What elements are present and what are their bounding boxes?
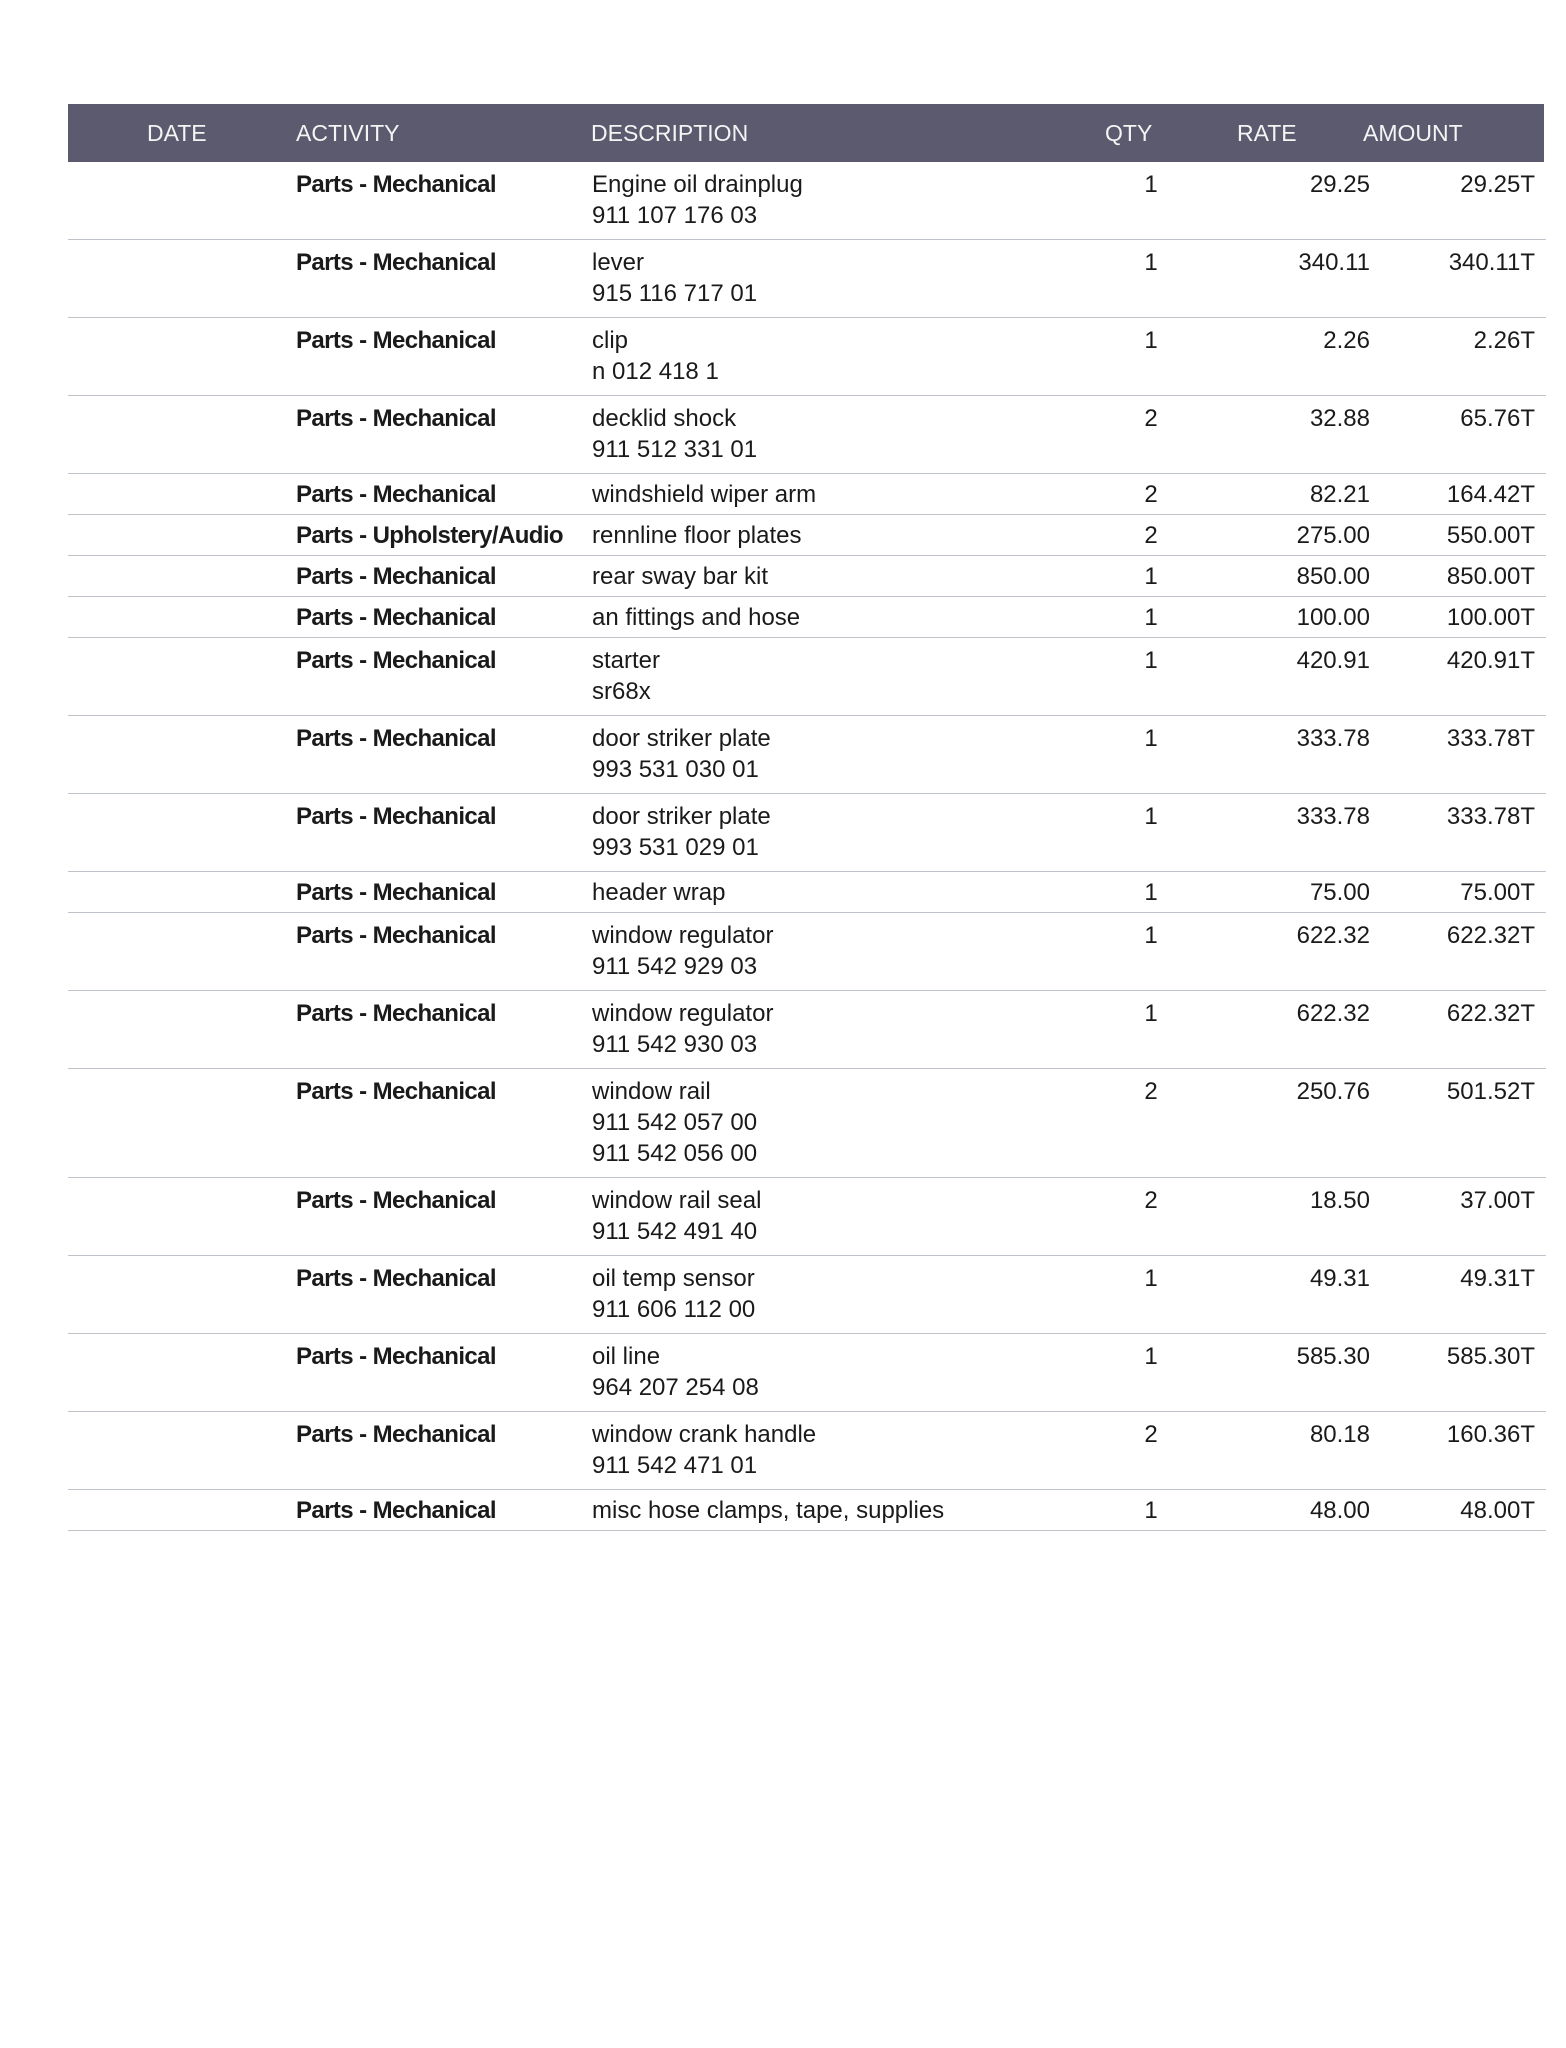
activity-cell: Parts - Mechanical	[296, 481, 496, 508]
qty-cell: 2	[1144, 522, 1158, 549]
amount-cell: 585.30T	[1446, 1343, 1535, 1370]
activity-cell: Parts - Mechanical	[296, 1497, 496, 1524]
activity-cell: Parts - Mechanical	[296, 1078, 496, 1105]
activity-cell: Parts - Mechanical	[296, 647, 496, 674]
table-row	[68, 162, 1546, 240]
qty-cell: 2	[1144, 481, 1158, 508]
item-name: Engine oil drainplug	[592, 171, 803, 198]
table-row	[68, 556, 1546, 597]
qty-cell: 1	[1144, 249, 1158, 276]
part-number: 911 606 112 00	[592, 1296, 756, 1323]
qty-cell: 1	[1144, 1265, 1158, 1292]
rate-cell: 420.91	[1296, 647, 1370, 674]
item-name: starter	[592, 647, 661, 674]
rate-cell: 48.00	[1309, 1497, 1370, 1524]
part-number: 964 207 254 08	[592, 1374, 759, 1401]
activity-cell: Parts - Mechanical	[296, 405, 496, 432]
item-name: rear sway bar kit	[592, 563, 769, 590]
part-number: 911 542 930 03	[592, 1031, 758, 1058]
qty-cell: 1	[1144, 1000, 1158, 1027]
table-row	[68, 1334, 1546, 1412]
qty-cell: 1	[1144, 327, 1158, 354]
amount-cell: 37.00T	[1460, 1187, 1535, 1214]
item-name: door striker plate	[592, 725, 771, 752]
rate-cell: 18.50	[1309, 1187, 1370, 1214]
rate-cell: 29.25	[1309, 171, 1370, 198]
activity-cell: Parts - Mechanical	[296, 1265, 496, 1292]
amount-cell: 333.78T	[1446, 725, 1535, 752]
amount-cell: 2.26T	[1473, 327, 1535, 354]
activity-cell: Parts - Mechanical	[296, 563, 496, 590]
amount-cell: 48.00T	[1460, 1497, 1535, 1524]
table-row	[68, 240, 1546, 318]
qty-cell: 1	[1144, 922, 1158, 949]
qty-cell: 2	[1144, 1078, 1158, 1105]
rate-cell: 340.11	[1298, 249, 1370, 276]
amount-cell: 850.00T	[1446, 563, 1535, 590]
rate-cell: 622.32	[1296, 922, 1370, 949]
item-name: window rail	[592, 1078, 711, 1105]
item-name: oil line	[592, 1343, 661, 1370]
item-name: header wrap	[592, 879, 726, 906]
activity-cell: Parts - Mechanical	[296, 604, 496, 631]
table-row	[68, 794, 1546, 872]
qty-cell: 1	[1144, 171, 1158, 198]
table-row	[68, 991, 1546, 1069]
rate-cell: 80.18	[1309, 1421, 1370, 1448]
item-name: misc hose clamps, tape, supplies	[592, 1497, 945, 1524]
part-number: 915 116 717 01	[592, 280, 758, 307]
activity-cell: Parts - Mechanical	[296, 803, 496, 830]
table-row	[68, 1178, 1546, 1256]
table-row	[68, 638, 1546, 716]
amount-cell: 622.32T	[1446, 1000, 1535, 1027]
table-row	[68, 913, 1546, 991]
part-number: 911 542 471 01	[592, 1452, 758, 1479]
part-number: sr68x	[592, 678, 651, 705]
item-name: windshield wiper arm	[592, 481, 817, 508]
activity-cell: Parts - Mechanical	[296, 1000, 496, 1027]
item-name: lever	[592, 249, 645, 276]
amount-cell: 100.00T	[1446, 604, 1535, 631]
table-row	[68, 474, 1546, 515]
activity-cell: Parts - Mechanical	[296, 1187, 496, 1214]
part-number: 911 107 176 03	[592, 202, 758, 229]
table-header	[68, 104, 1544, 162]
amount-cell: 550.00T	[1446, 522, 1535, 549]
part-number: 911 542 056 00	[592, 1140, 758, 1167]
item-name: window regulator	[592, 922, 774, 949]
rate-cell: 275.00	[1296, 522, 1370, 549]
rate-cell: 2.26	[1323, 327, 1370, 354]
rate-cell: 49.31	[1309, 1265, 1370, 1292]
rate-cell: 100.00	[1296, 604, 1370, 631]
activity-cell: Parts - Mechanical	[296, 327, 496, 354]
rate-cell: 850.00	[1296, 563, 1370, 590]
activity-cell: Parts - Mechanical	[296, 725, 496, 752]
header-date: DATE	[147, 120, 207, 146]
part-number: 911 512 331 01	[592, 436, 758, 463]
qty-cell: 1	[1144, 1497, 1158, 1524]
table-row	[68, 515, 1546, 556]
item-name: clip	[592, 327, 629, 354]
table-row	[68, 716, 1546, 794]
header-rate: RATE	[1237, 120, 1297, 146]
activity-cell: Parts - Mechanical	[296, 1421, 496, 1448]
table-row	[68, 872, 1546, 913]
table-row	[68, 1069, 1546, 1178]
table-row	[68, 396, 1546, 474]
qty-cell: 1	[1144, 604, 1158, 631]
activity-cell: Parts - Mechanical	[296, 922, 496, 949]
qty-cell: 2	[1144, 1187, 1158, 1214]
part-number: n 012 418 1	[592, 358, 719, 385]
amount-cell: 65.76T	[1460, 405, 1535, 432]
item-name: oil temp sensor	[592, 1265, 755, 1292]
amount-cell: 49.31T	[1460, 1265, 1535, 1292]
part-number: 911 542 491 40	[592, 1218, 758, 1245]
qty-cell: 1	[1144, 803, 1158, 830]
qty-cell: 1	[1144, 879, 1158, 906]
part-number: 993 531 029 01	[592, 834, 759, 861]
rate-cell: 75.00	[1309, 879, 1370, 906]
item-name: an fittings and hose	[592, 604, 801, 631]
rate-cell: 250.76	[1296, 1078, 1370, 1105]
header-description: DESCRIPTION	[591, 120, 749, 146]
rate-cell: 333.78	[1296, 803, 1370, 830]
table-row	[68, 318, 1546, 396]
table-row	[68, 1490, 1546, 1531]
table-row	[68, 597, 1546, 638]
qty-cell: 1	[1144, 725, 1158, 752]
amount-cell: 622.32T	[1446, 922, 1535, 949]
item-name: window regulator	[592, 1000, 774, 1027]
qty-cell: 2	[1144, 1421, 1158, 1448]
qty-cell: 1	[1144, 1343, 1158, 1370]
table-row	[68, 1256, 1546, 1334]
rate-cell: 333.78	[1296, 725, 1370, 752]
amount-cell: 75.00T	[1460, 879, 1535, 906]
activity-cell: Parts - Upholstery/Audio	[296, 522, 563, 549]
qty-cell: 1	[1144, 563, 1158, 590]
header-qty: QTY	[1105, 120, 1153, 146]
table-row	[68, 1412, 1546, 1490]
amount-cell: 29.25T	[1460, 171, 1535, 198]
part-number: 911 542 929 03	[592, 953, 758, 980]
item-name: door striker plate	[592, 803, 771, 830]
item-name: window rail seal	[592, 1187, 762, 1214]
item-name: window crank handle	[592, 1421, 817, 1448]
rate-cell: 32.88	[1309, 405, 1370, 432]
qty-cell: 1	[1144, 647, 1158, 674]
amount-cell: 160.36T	[1446, 1421, 1535, 1448]
activity-cell: Parts - Mechanical	[296, 879, 496, 906]
header-activity: ACTIVITY	[296, 120, 400, 146]
amount-cell: 340.11T	[1448, 249, 1535, 276]
line-items	[68, 162, 1546, 1531]
amount-cell: 333.78T	[1446, 803, 1535, 830]
amount-cell: 420.91T	[1446, 647, 1535, 674]
item-name: rennline floor plates	[592, 522, 802, 549]
activity-cell: Parts - Mechanical	[296, 249, 496, 276]
item-name: decklid shock	[592, 405, 737, 432]
activity-cell: Parts - Mechanical	[296, 171, 496, 198]
rate-cell: 585.30	[1296, 1343, 1370, 1370]
header-amount: AMOUNT	[1363, 120, 1463, 146]
rate-cell: 82.21	[1309, 481, 1370, 508]
part-number: 993 531 030 01	[592, 756, 759, 783]
activity-cell: Parts - Mechanical	[296, 1343, 496, 1370]
part-number: 911 542 057 00	[592, 1109, 758, 1136]
amount-cell: 501.52T	[1446, 1078, 1535, 1105]
amount-cell: 164.42T	[1446, 481, 1535, 508]
qty-cell: 2	[1144, 405, 1158, 432]
rate-cell: 622.32	[1296, 1000, 1370, 1027]
